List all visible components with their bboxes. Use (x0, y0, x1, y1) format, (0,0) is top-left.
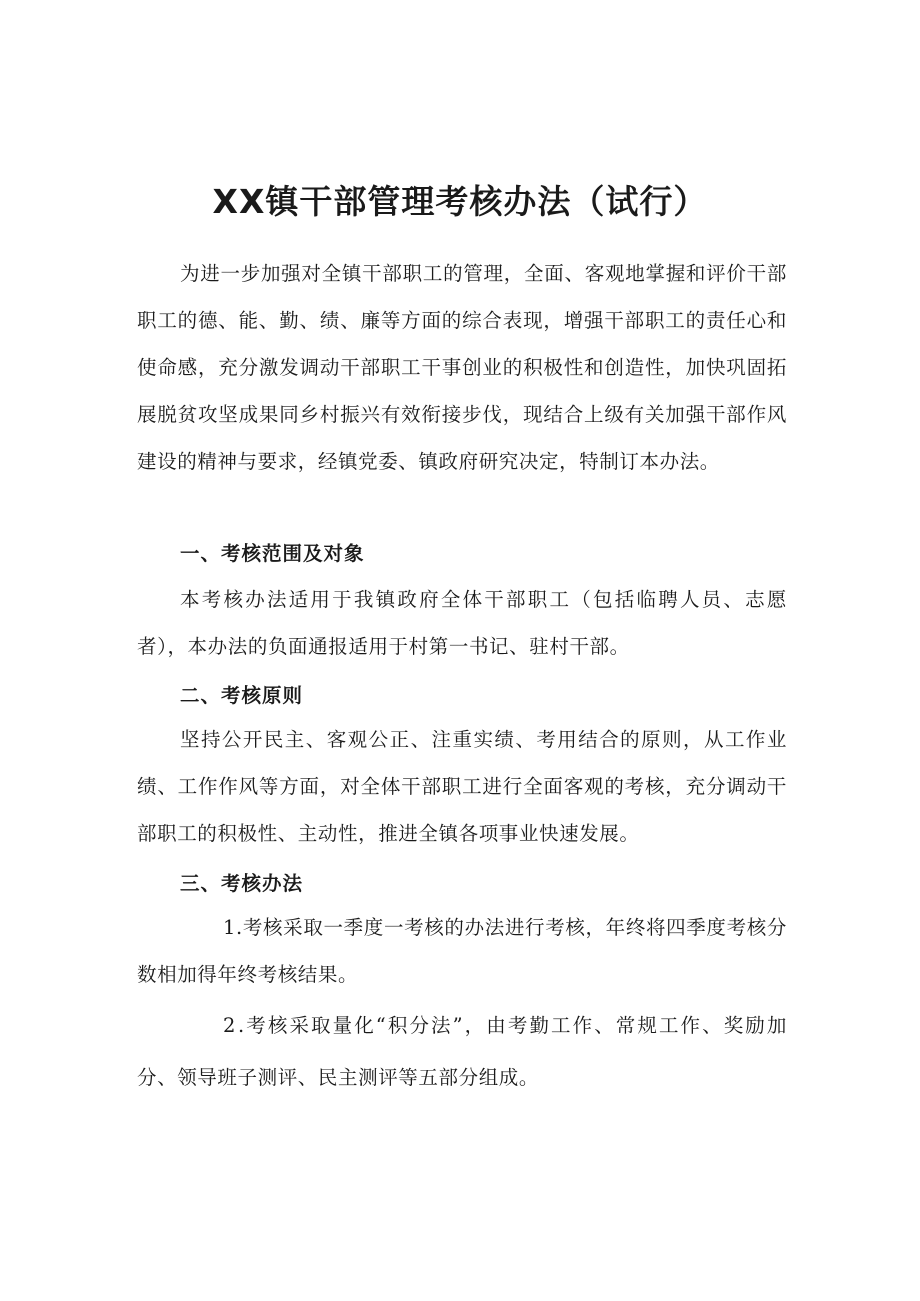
section-3-item-1 (137, 904, 787, 998)
section-2-paragraph: 坚持公开民主、客观公正、注重实绩、考用结合的原则，从工作业绩、工作作风等方面，对全体干部职工进行全面客观的考核，充分调动干部职工的积极性、主动性，推进全镇各项事业快速发展。 (137, 728, 787, 845)
section-1-heading: 一、考核范围及对象 (180, 542, 365, 565)
item-1-text: .考核采取一季度一考核的办法进行考核，年终将四季度考核分数相加得年终考核结果。 (137, 916, 787, 986)
item-2-number: 2 (223, 1014, 237, 1037)
section-2-heading: 二、考核原则 (180, 684, 304, 707)
intro-paragraph: 为进一步加强对全镇干部职工的管理，全面、客观地掌握和评价干部职工的德、能、勤、绩、廉等方面的综合表现，增强干部职工的责任心和使命感，充分激发调动干部职工干事创业的积极性和创造性，加快巩固拓展脱贫攻坚成果同乡村振兴有效衔接步伐，现结合上级有关加强干部作风建设的精神与要求，经镇党委、镇政府研究决定，特制订本办法。 (137, 262, 787, 473)
section-3-heading: 三、考核办法 (180, 872, 304, 895)
item-1-number: 1 (223, 916, 237, 939)
section-1-paragraph: 本考核办法适用于我镇政府全体干部职工（包括临聘人员、志愿者），本办法的负面通报适用于村第一书记、驻村干部。 (137, 588, 787, 658)
item-2-text: .考核采取量化“积分法”，由考勤工作、常规工作、奖励加分、领导班子测评、民主测评等五部分组成。 (137, 1014, 787, 1089)
document-title: XX镇干部管理考核办法（试行） (212, 182, 708, 221)
section-3-item-2 (137, 1000, 787, 1104)
